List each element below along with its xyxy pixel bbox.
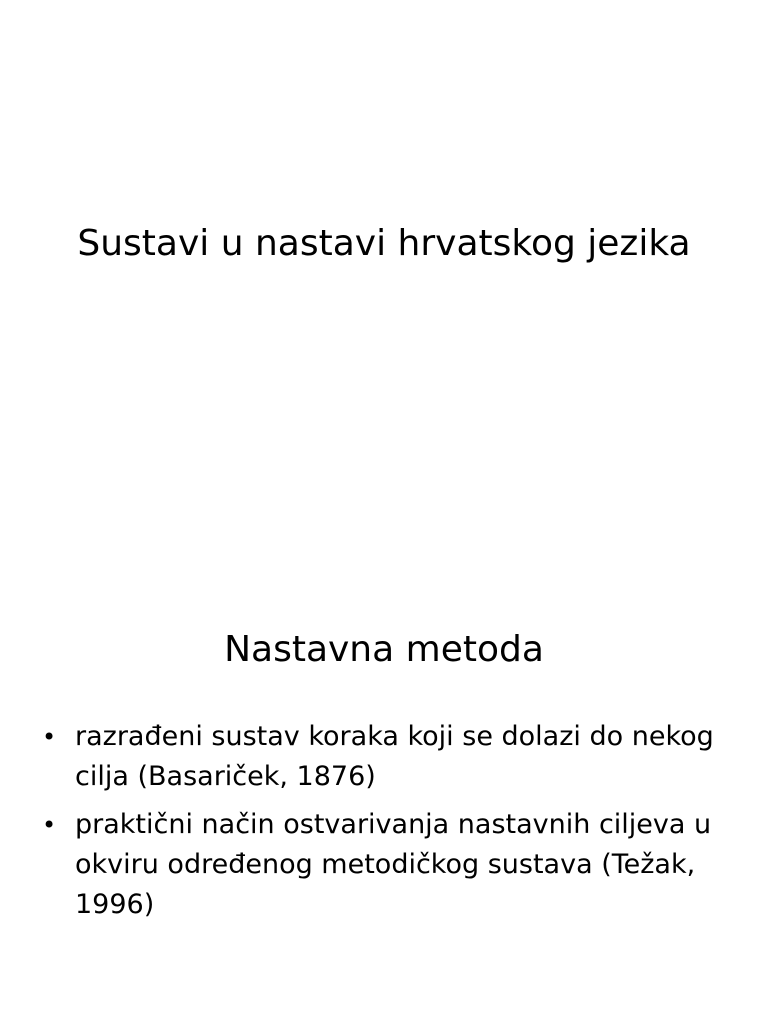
- bullet-item: [42, 717, 732, 797]
- bullet-item: [42, 805, 732, 925]
- bullet-text: praktični način ostvarivanja nastavnih ciljeva u okviru određenog metodičkog sustava (Težak, 1996): [75, 809, 712, 920]
- slide-title: Sustavi u nastavi hrvatskog jezika: [77, 223, 691, 264]
- content-slide: [0, 512, 768, 1024]
- bullet-dot-icon: •: [42, 723, 57, 751]
- bullet-list: [42, 717, 732, 933]
- bullet-text: razrađeni sustav koraka koji se dolazi do nekog cilja (Basariček, 1876): [75, 721, 714, 792]
- bullet-dot-icon: •: [42, 811, 57, 839]
- slide-title: Nastavna metoda: [224, 629, 544, 670]
